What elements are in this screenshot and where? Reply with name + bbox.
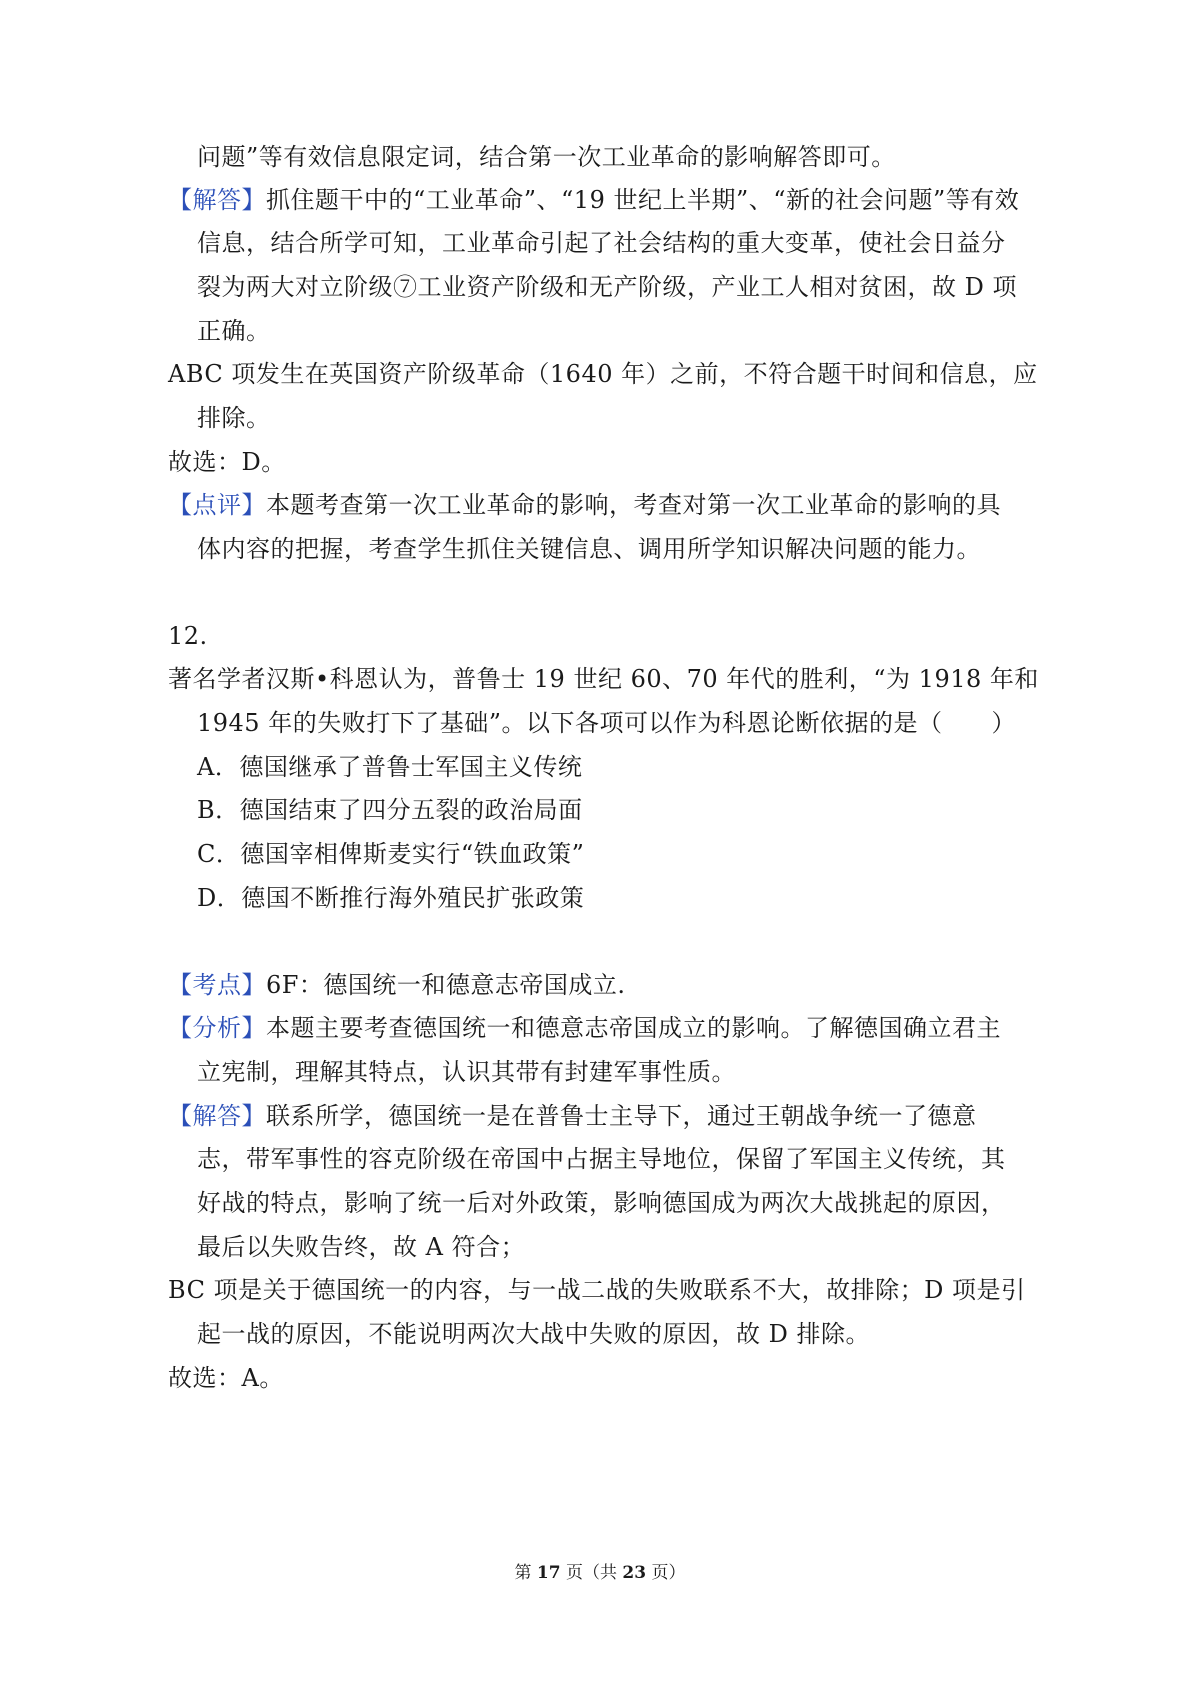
point-line: 【考点】6F：德国统一和德意志帝国成立. [168,971,626,999]
answer-line: 最后以失败告终，故 A 符合； [197,1233,526,1261]
prev-answer-line: 裂为两大对立阶级⑦工业资产阶级和无产阶级，产业工人相对贫困，故 D 项 [197,273,1017,301]
bc-line: BC 项是关于德国统一的内容，与一战二战的失败联系不大，故排除；D 项是引 [168,1276,1026,1304]
analysis-line: 立宪制，理解其特点，认识其带有封建军事性质。 [197,1058,736,1086]
bc-line: 起一战的原因，不能说明两次大战中失败的原因，故 D 排除。 [197,1320,870,1348]
answer-line: 【解答】联系所学，德国统一是在普鲁士主导下，通过王朝战争统一了德意 [168,1102,977,1130]
answer-line: 志，带军事性的容克阶级在帝国中占据主导地位，保留了军国主义传统，其 [197,1145,1006,1173]
choice: 故选：A。 [168,1364,284,1392]
prev-choice: 故选：D。 [168,448,286,476]
option-d: D．德国不断推行海外殖民扩张政策 [197,884,585,912]
prev-comment-line: 【点评】本题考查第一次工业革命的影响，考查对第一次工业革命的影响的具 [168,491,1001,519]
answer-tag: 【解答】 [168,186,266,214]
prev-abc-line: 排除。 [197,404,271,432]
answer-line: 好战的特点，影响了统一后对外政策，影响德国成为两次大战挑起的原因， [197,1189,1006,1217]
prev-answer-line: 正确。 [197,317,271,345]
question-stem-line: 1945 年的失败打下了基础”。以下各项可以作为科恩论断依据的是（ ） [197,709,1016,737]
prev-answer-line: 【解答】抓住题干中的“工业革命”、“19 世纪上半期”、“新的社会问题”等有效 [168,186,1020,214]
question-number: 12. [168,622,208,650]
prev-analysis-end: 问题”等有效信息限定词，结合第一次工业革命的影响解答即可。 [197,143,896,171]
option-c: C．德国宰相俾斯麦实行“铁血政策” [197,840,585,868]
option-a: A．德国继承了普鲁士军国主义传统 [197,753,583,781]
analysis-line: 【分析】本题主要考查德国统一和德意志帝国成立的影响。了解德国确立君主 [168,1014,1001,1042]
point-tag: 【考点】 [168,971,266,999]
page-footer: 第 17 页（共 23 页） [514,1563,686,1583]
comment-tag: 【点评】 [168,491,266,519]
prev-abc-line: ABC 项发生在英国资产阶级革命（1640 年）之前，不符合题干时间和信息，应 [168,360,1038,388]
option-b: B．德国结束了四分五裂的政治局面 [197,796,583,824]
prev-comment-line: 体内容的把握，考查学生抓住关键信息、调用所学知识解决问题的能力。 [197,535,981,563]
answer-tag: 【解答】 [168,1102,266,1130]
current-page: 17 [536,1563,561,1583]
question-stem-line: 著名学者汉斯•科恩认为，普鲁士 19 世纪 60、70 年代的胜利，“为 1918 年和 [168,665,1039,693]
analysis-tag: 【分析】 [168,1014,266,1042]
prev-answer-line: 信息，结合所学可知，工业革命引起了社会结构的重大变革，使社会日益分 [197,229,1006,257]
total-pages: 23 [622,1563,647,1583]
